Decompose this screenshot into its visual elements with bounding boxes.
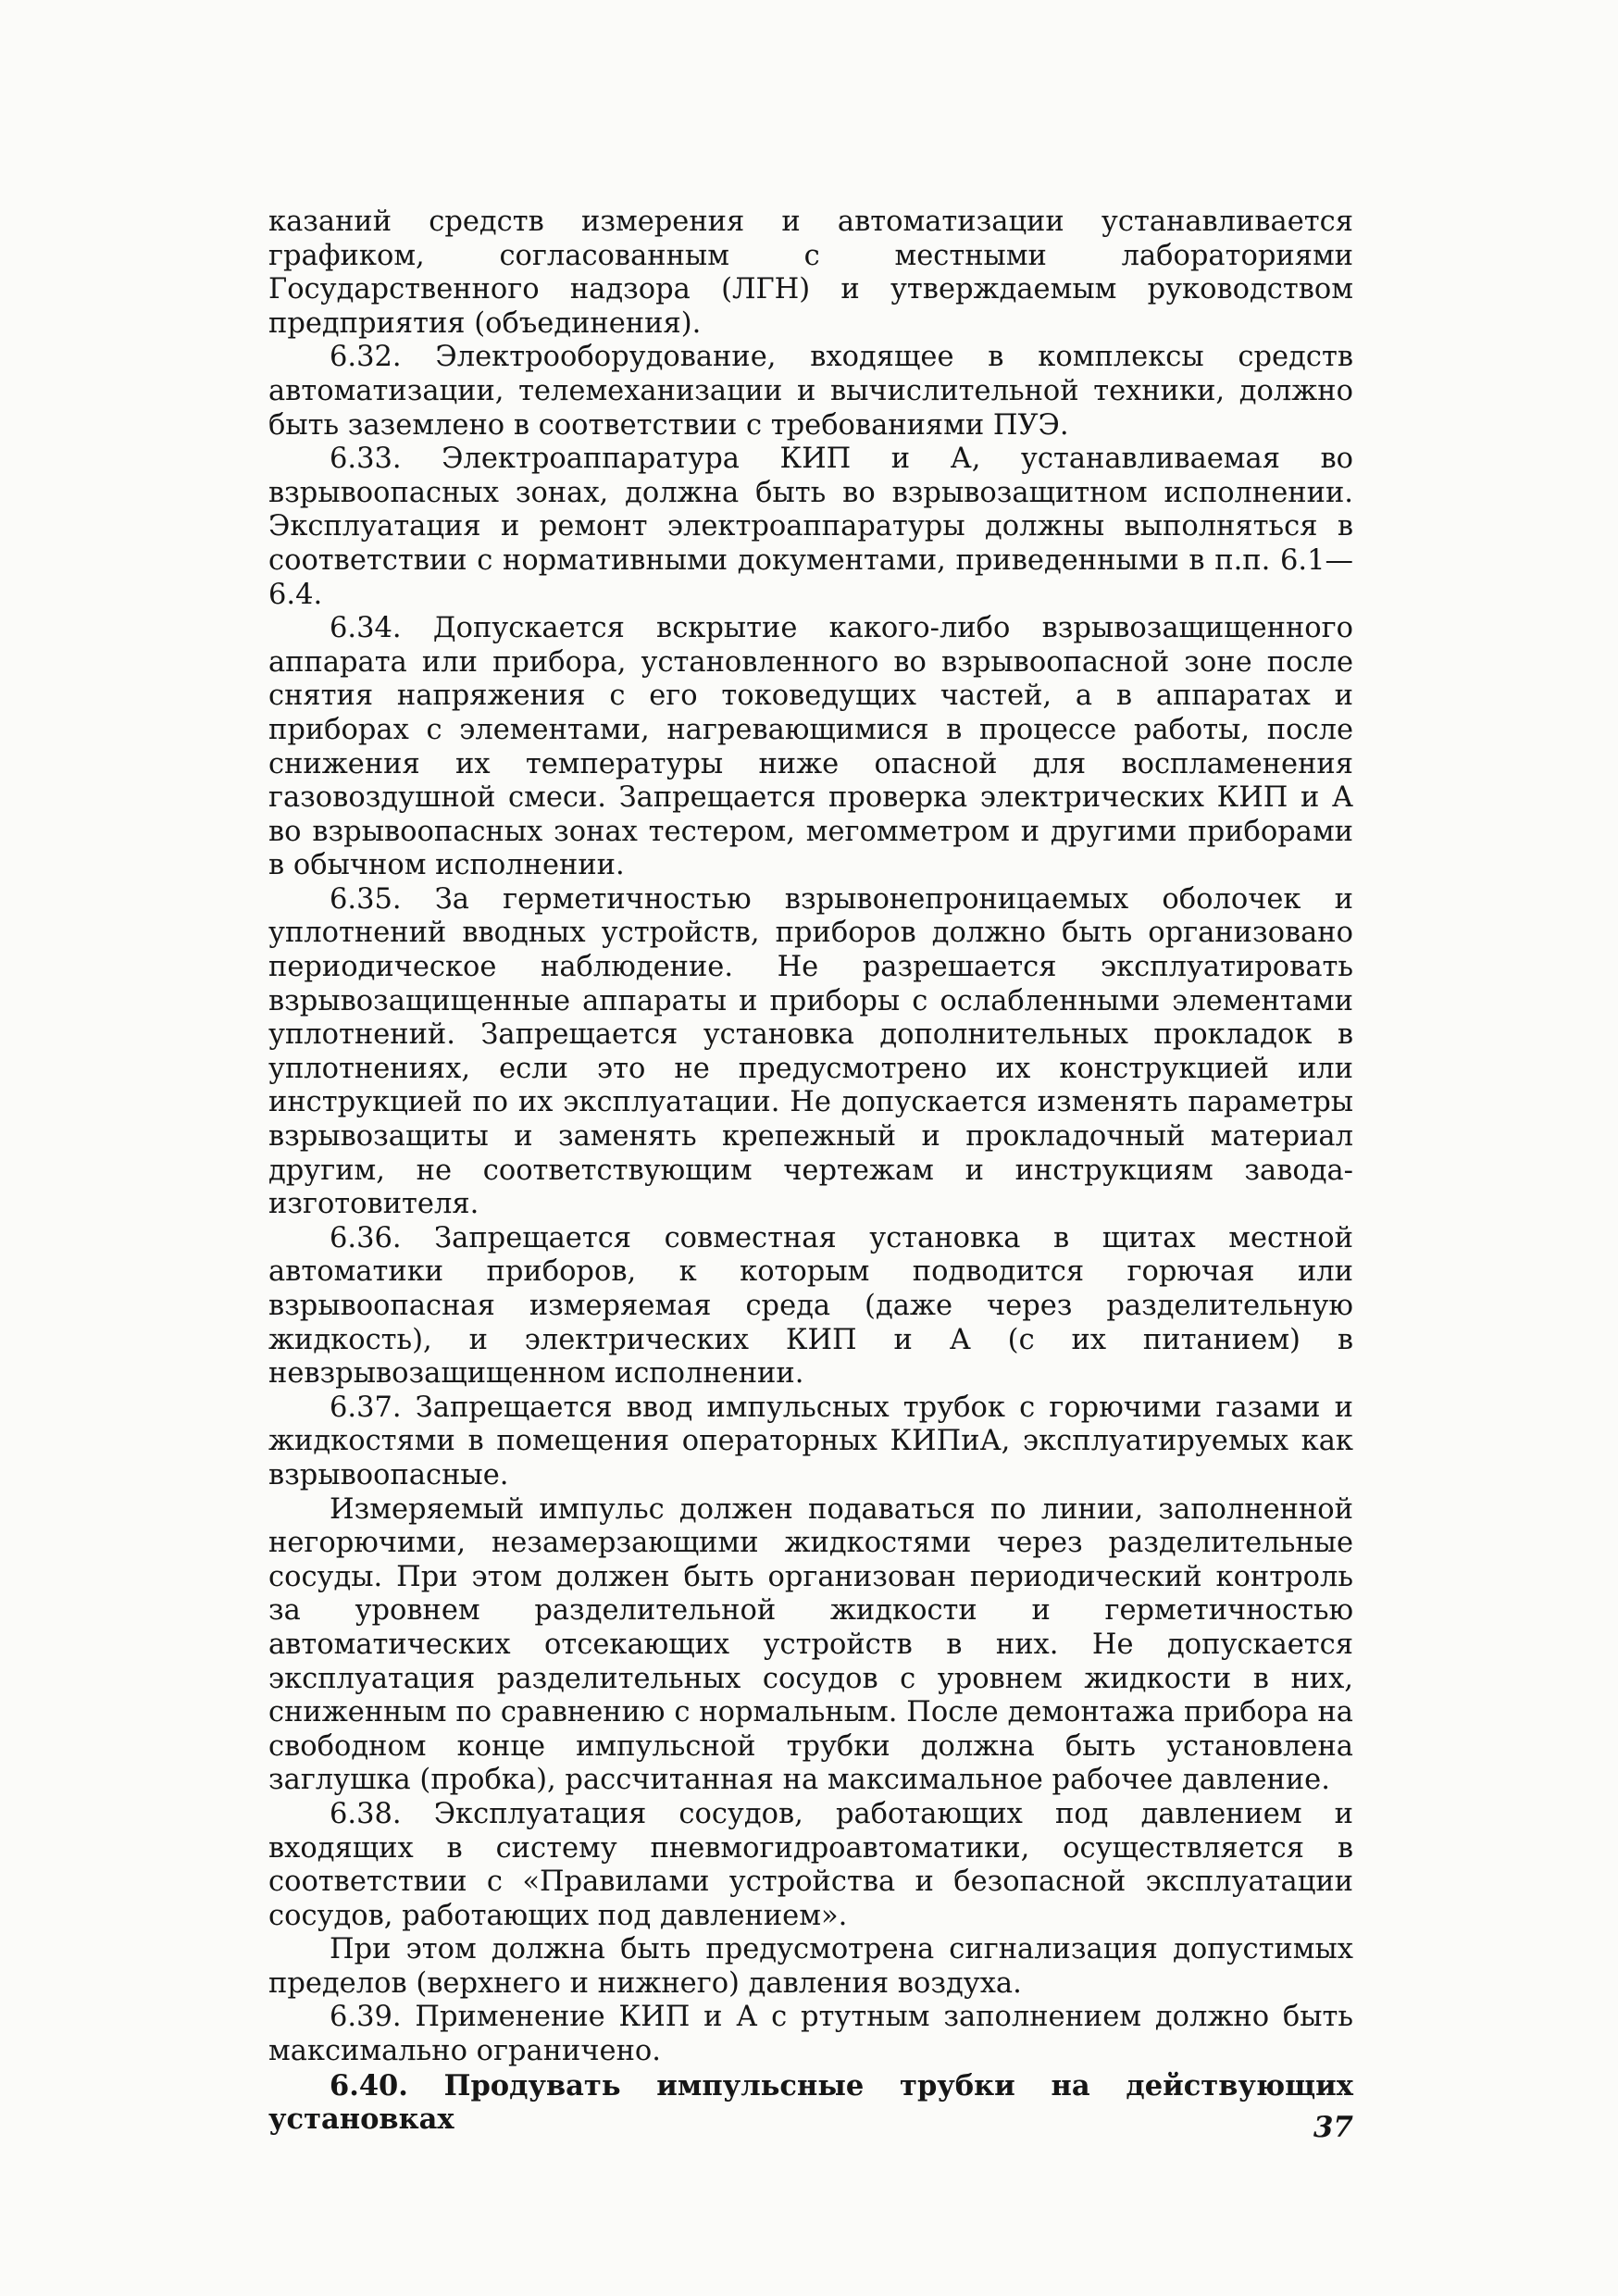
paragraph-6-39: 6.39. Применение КИП и А с ртутным заполнением должно быть максимально ограничено. bbox=[268, 2001, 1353, 2068]
paragraph-6-38: 6.38. Эксплуатация сосудов, работающих под давлением и входящих в систему пневмогидроавтоматики, осуществляется в соответствии с «Правилами устройства и безопасной эксплуатации сосудов, работающих под давлением». bbox=[268, 1797, 1353, 1932]
paragraph-6-32: 6.32. Электрооборудование, входящее в комплексы средств автоматизации, телемеханизации и вычислительной техники, должно быть заземлено в соответствии с требованиями ПУЭ. bbox=[268, 341, 1353, 442]
paragraph-6-34: 6.34. Допускается вскрытие какого-либо взрывозащищенного аппарата или прибора, установленного во взрывоопасной зоне после снятия напряжения с его токоведущих частей, а в аппаратах и приборах с элементами, нагревающимися в процессе работы, после снижения их температуры ниже опасной для воспламенения газовоздушной смеси. Запрещается проверка электрических КИП и А во взрывоопасных зонах тестером, мегомметром и другими приборами в обычном исполнении. bbox=[268, 612, 1353, 882]
document-page bbox=[268, 206, 1353, 2205]
paragraph-6-37-impulse: Измеряемый импульс должен подаваться по линии, заполненной негорючими, незамерзающими жидкостями через разделительные сосуды. При этом должен быть организован периодический контроль за уровнем разделительной жидкости и герметичностью автоматических отсекающих устройств в них. Не допускается эксплуатация разделительных сосудов с уровнем жидкости в них, сниженным по сравнению с нормальным. После демонтажа прибора на свободном конце импульсной трубки должна быть установлена заглушка (пробка), рассчитанная на максимальное рабочее давление. bbox=[268, 1492, 1353, 1797]
paragraph-6-36: 6.36. Запрещается совместная установка в щитах местной автоматики приборов, к которым подводится горючая или взрывоопасная измеряемая среда (даже через разделительную жидкость), и электрических КИП и А (с их питанием) в невзрывозащищенном исполнении. bbox=[268, 1221, 1353, 1391]
paragraph-6-33: 6.33. Электроаппаратура КИП и А, устанавливаемая во взрывоопасных зонах, должна быть во взрывозащитном исполнении. Эксплуатация и ремонт электроаппаратуры должны выполняться в соответствии с нормативными документами, приведенными в п.п. 6.1—6.4. bbox=[268, 443, 1353, 611]
paragraph-continuation: казаний средств измерения и автоматизации устанавливается графиком, согласованным с местными лабораториями Государственного надзора (ЛГН) и утверждаемым руководством предприятия (объединения). bbox=[268, 206, 1353, 340]
page-number: 37 bbox=[1313, 2111, 1353, 2144]
paragraph-6-40: 6.40. Продувать импульсные трубки на действующих установках bbox=[268, 2068, 1353, 2137]
paragraph-6-37: 6.37. Запрещается ввод импульсных трубок с горючими газами и жидкостями в помещения операторных КИПиА, эксплуатируемых как взрывоопасные. bbox=[268, 1391, 1353, 1491]
paragraph-6-35: 6.35. За герметичностью взрывонепроницаемых оболочек и уплотнений вводных устройств, приборов должно быть организовано периодическое наблюдение. Не разрешается эксплуатировать взрывозащищенные аппараты и приборы с ослабленными элементами уплотнений. Запрещается установка дополнительных прокладок в уплотнениях, если это не предусмотрено их конструкцией или инструкцией по их эксплуатации. Не допускается изменять параметры взрывозащиты и заменять крепежный и прокладочный материал другим, не соответствующим чертежам и инструкциям завода-изготовителя. bbox=[268, 882, 1353, 1221]
paragraph-6-38-signal: При этом должна быть предусмотрена сигнализация допустимых пределов (верхнего и нижнего) давления воздуха. bbox=[268, 1933, 1353, 2000]
